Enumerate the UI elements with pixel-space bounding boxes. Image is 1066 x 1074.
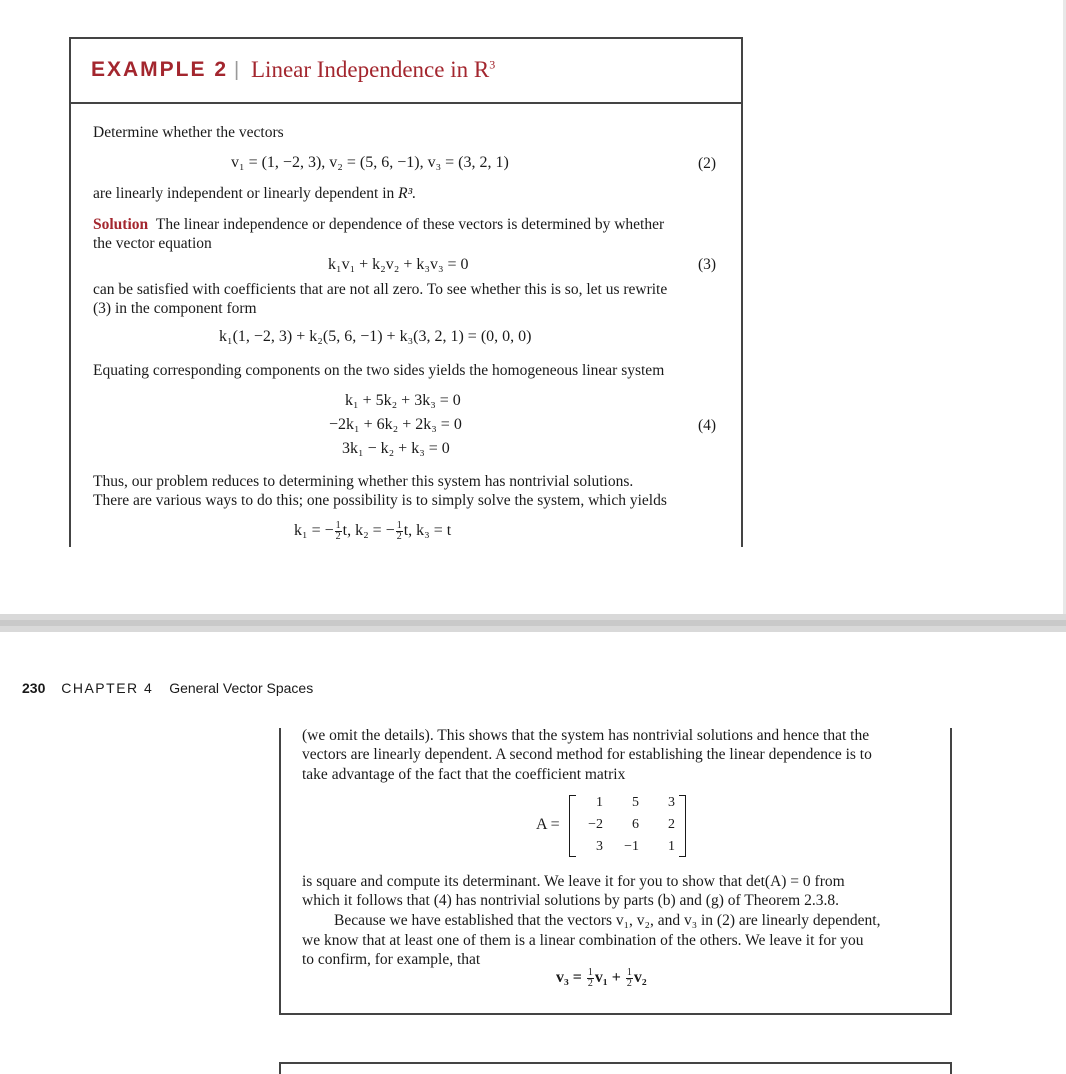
fraction-num: 1 <box>587 967 593 978</box>
thus-line-1: Thus, our problem reduces to determining whether this system has nontrivial solutions. <box>93 473 634 490</box>
system-row-1: k₁ + 5k₂ + 3k₃ = 0 <box>345 392 461 409</box>
solution-t1: t, k₂ = − <box>342 522 395 540</box>
matrix-cell: 1 <box>596 795 603 810</box>
header-separator: | <box>234 59 240 81</box>
solution-line <box>93 215 664 234</box>
matrix-cell: −1 <box>624 839 639 854</box>
page2-line-8: to confirm, for example, that <box>302 951 481 968</box>
after-eq3-line-1: can be satisfied with coefficients that are not all zero. To see whether this is so, let us rewrite <box>93 281 668 298</box>
solution-label: Solution <box>93 216 149 233</box>
page2-line-1: (we omit the details). This shows that the system has nontrivial solutions and hence that the <box>302 727 870 744</box>
fraction-den: 2 <box>335 531 341 542</box>
page2-line-7: we know that at least one of them is a linear combination of the others. We leave it for you <box>302 932 864 949</box>
matrix-cell: −2 <box>588 817 603 832</box>
component-equation: k₁(1, −2, 3) + k₂(5, 6, −1) + k₃(3, 2, 1) = (0, 0, 0) <box>219 328 532 345</box>
fraction-den: 2 <box>626 978 632 989</box>
solution-k1: k₁ = − <box>294 522 334 540</box>
equation-2: v₁ = (1, −2, 3), v₂ = (5, 6, −1), v₃ = (3, 2, 1) <box>231 154 509 171</box>
final-term-2: v₂ <box>633 969 647 987</box>
after-eq2-a: are linearly independent or linearly dependent in <box>93 185 399 202</box>
chapter-label: CHAPTER 4 <box>61 680 154 696</box>
matrix-cell: 3 <box>596 839 603 854</box>
solution-text: The linear independence or dependence of these vectors is determined by whether <box>155 216 665 233</box>
solution-text-2: the vector equation <box>93 235 212 252</box>
equation-4-number: (4) <box>698 417 717 434</box>
example-header <box>71 39 741 104</box>
fraction-num: 1 <box>335 520 341 531</box>
matrix-cell: 6 <box>632 817 639 832</box>
example-title <box>251 57 495 83</box>
page2-line-3: take advantage of the fact that the coefficient matrix <box>302 766 626 783</box>
next-box-top <box>279 1062 952 1074</box>
solution-t2: t, k₃ = t <box>403 522 452 540</box>
fraction-den: 2 <box>396 531 402 542</box>
final-term-1: v₁ + <box>594 969 625 987</box>
equating-text: Equating corresponding components on the two sides yields the homogeneous linear system <box>93 362 665 379</box>
final-lhs: v₃ = <box>556 969 586 987</box>
page2-line-2: vectors are linearly dependent. A second method for establishing the linear dependence is to <box>302 746 872 763</box>
page-divider <box>0 614 1066 632</box>
matrix-right-bracket <box>679 795 686 857</box>
fraction-half-1 <box>335 521 342 542</box>
fraction-den: 2 <box>587 978 593 989</box>
after-eq2-b: R³. <box>398 185 417 202</box>
chapter-title: General Vector Spaces <box>169 680 314 696</box>
final-equation <box>556 968 647 989</box>
page-divider-inner <box>0 620 1066 626</box>
matrix-cell: 1 <box>668 839 675 854</box>
matrix-cell: 5 <box>632 795 639 810</box>
example-title-text: Linear Independence in R <box>251 57 490 82</box>
example-label: EXAMPLE 2 <box>91 58 229 81</box>
page2-line-4: is square and compute its determinant. We leave it for you to show that det(A) = 0 from <box>302 873 845 890</box>
after-eq2-text <box>93 184 416 203</box>
system-row-2: −2k₁ + 6k₂ + 2k₃ = 0 <box>329 416 462 433</box>
matrix-cell: 3 <box>668 795 675 810</box>
matrix-left-bracket <box>569 795 576 857</box>
system-row-3: 3k₁ − k₂ + k₃ = 0 <box>342 440 450 457</box>
matrix-label: A = <box>536 816 560 833</box>
matrix-cell: 2 <box>668 817 675 832</box>
thus-line-2: There are various ways to do this; one possibility is to simply solve the system, which yields <box>93 492 667 509</box>
equation-3-number: (3) <box>698 256 717 273</box>
page2-line-5: which it follows that (4) has nontrivial solutions by parts (b) and (g) of Theorem 2.3.8. <box>302 892 839 909</box>
fraction-half-3 <box>587 968 594 989</box>
fraction-half-4 <box>626 968 633 989</box>
equation-2-number: (2) <box>698 155 717 172</box>
after-eq3-line-2: (3) in the component form <box>93 300 257 317</box>
fraction-num: 1 <box>396 520 402 531</box>
intro-text: Determine whether the vectors <box>93 124 284 141</box>
solution-values <box>294 521 451 542</box>
coefficient-matrix <box>533 793 693 859</box>
chapter-header <box>22 680 313 696</box>
equation-3: k₁v₁ + k₂v₂ + k₃v₃ = 0 <box>328 256 469 273</box>
page2-line-6: Because we have established that the vectors v₁, v₂, and v₃ in (2) are linearly dependent, <box>334 912 881 929</box>
fraction-num: 1 <box>626 967 632 978</box>
page-number: 230 <box>22 680 46 696</box>
fraction-half-2 <box>396 521 403 542</box>
example-title-sup: 3 <box>489 57 496 72</box>
